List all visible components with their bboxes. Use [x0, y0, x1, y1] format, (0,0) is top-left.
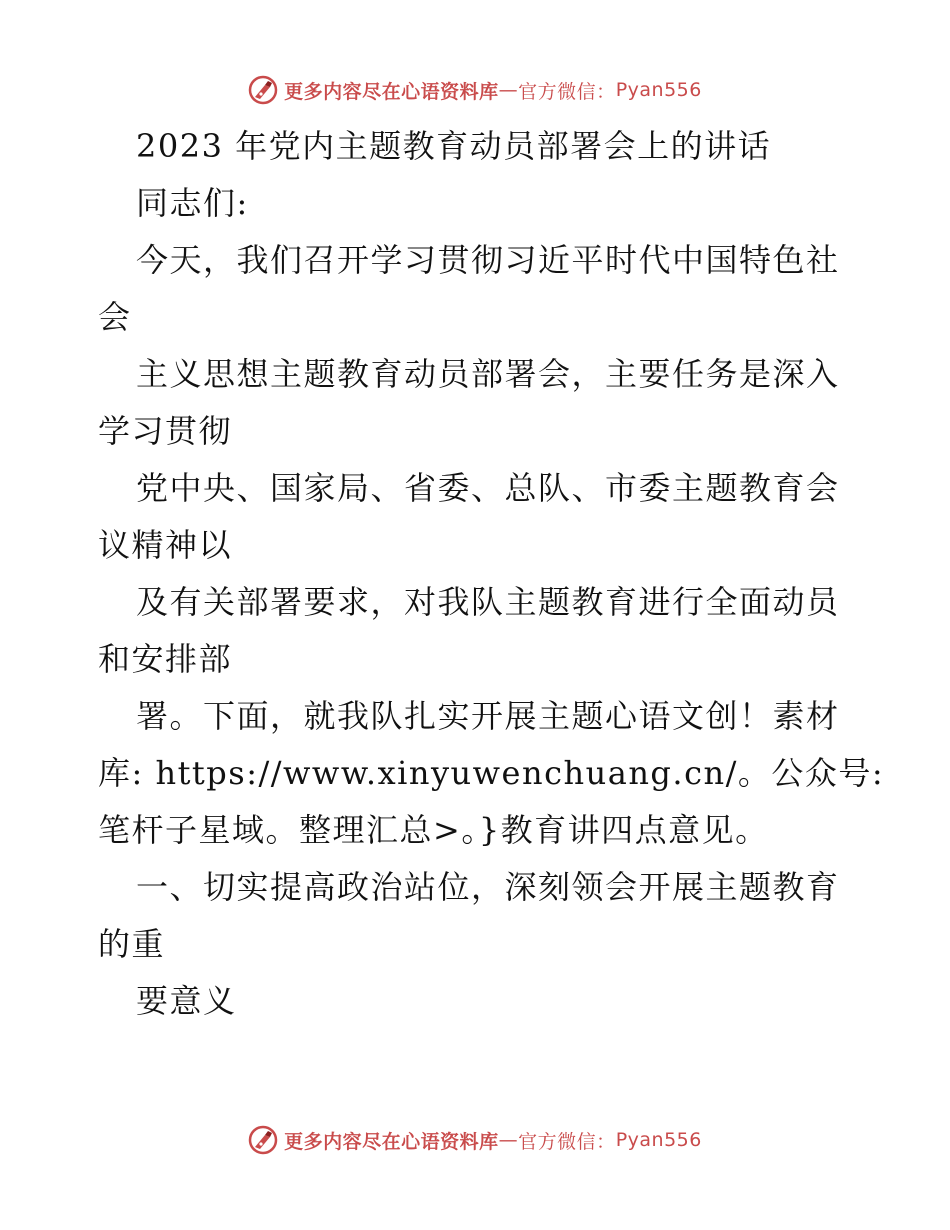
banner-dash: —	[498, 1129, 519, 1151]
banner-text: 更多内容尽在心语资料库	[284, 1130, 499, 1153]
banner-wechat-id: Pyan556	[615, 1129, 702, 1151]
banner-wechat-label: 官方微信：	[518, 80, 616, 103]
paragraph-line: 党中央、国家局、省委、总队、市委主题教育会	[136, 469, 840, 507]
paragraph-line: 笔杆子星域。整理汇总>。}教育讲四点意见。	[98, 811, 769, 849]
paragraph-line: 学习贯彻	[98, 412, 233, 450]
pen-nib-logo-icon	[248, 75, 278, 105]
banner-text: 更多内容尽在心语资料库	[284, 80, 499, 103]
document-body	[98, 118, 898, 1030]
paragraph-line: 署。下面，就我队扎实开展主题心语文创！素材	[136, 697, 840, 735]
paragraph-line: 今天，我们召开学习贯彻习近平时代中国特色社	[136, 241, 840, 279]
banner-wechat-id: Pyan556	[615, 79, 702, 101]
banner-wechat-label: 官方微信：	[518, 1130, 616, 1153]
pen-nib-logo-icon	[248, 1125, 278, 1155]
header-banner	[0, 70, 950, 110]
document-title: 2023 年党内主题教育动员部署会上的讲话	[136, 127, 772, 165]
paragraph-line: 议精神以	[98, 526, 233, 564]
salutation: 同志们:	[136, 184, 249, 222]
banner-dash: —	[498, 79, 519, 101]
paragraph-line: 及有关部署要求，对我队主题教育进行全面动员	[136, 583, 840, 621]
paragraph-line: 库: https://www.xinyuwenchuang.cn/。公众号:	[98, 754, 885, 792]
footer-banner	[0, 1120, 950, 1160]
paragraph-line: 主义思想主题教育动员部署会，主要任务是深入	[136, 355, 840, 393]
section-heading: 的重	[98, 925, 166, 963]
paragraph-line: 和安排部	[98, 640, 233, 678]
section-heading: 一、切实提高政治站位，深刻领会开展主题教育	[136, 868, 840, 906]
section-heading: 要意义	[136, 982, 237, 1020]
paragraph-line: 会	[98, 298, 132, 336]
